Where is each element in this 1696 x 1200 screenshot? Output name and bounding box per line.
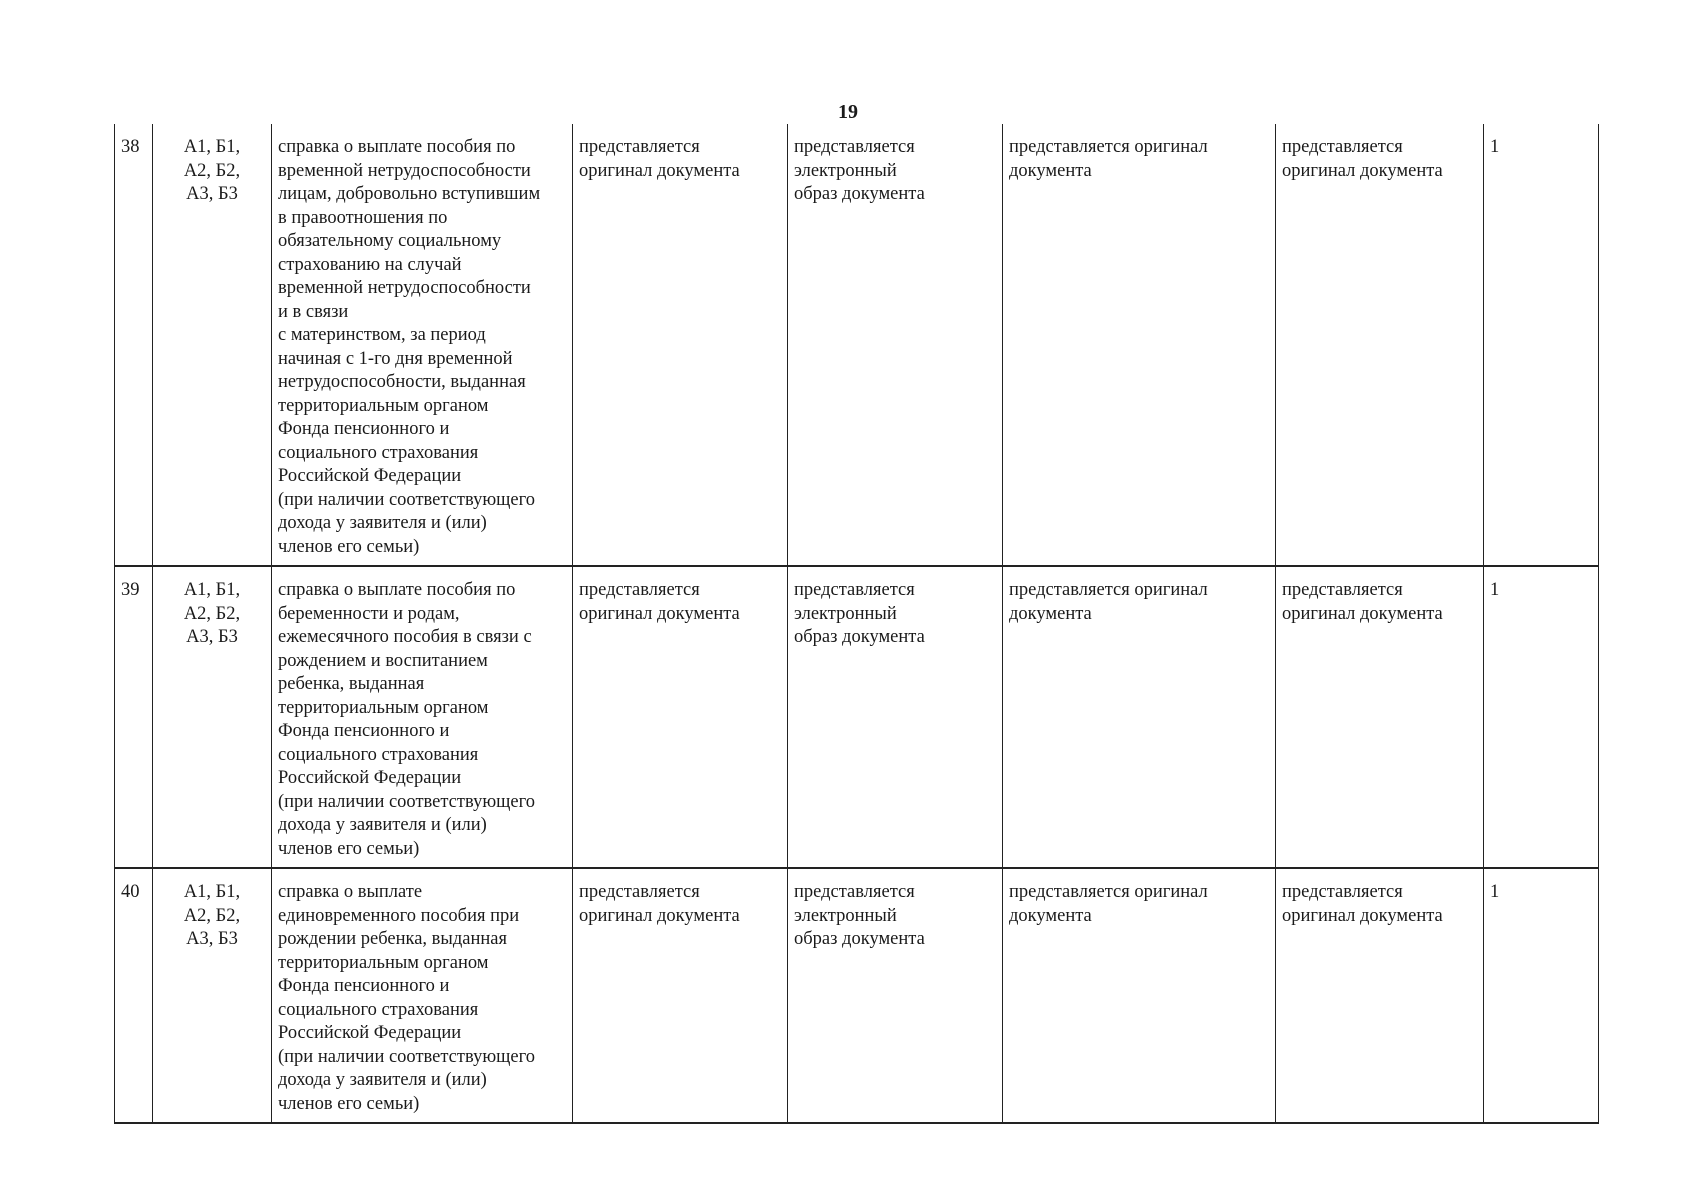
document-description-cell-line: ребенка, выданная — [278, 674, 425, 694]
categories-cell-line: А1, Б1, — [183, 580, 241, 600]
in-person-method-cell-line: представляется — [1282, 137, 1403, 157]
electronic-method-cell-line: представляется — [794, 580, 915, 600]
document-description-cell-line: рождении ребенка, выданная — [278, 929, 507, 949]
in-person-method-cell-line: представляется — [1282, 882, 1403, 902]
electronic-method-cell — [788, 124, 1003, 566]
document-description-cell-line: территориальным органом — [278, 395, 489, 416]
document-description-cell-line: единовременного пособия при — [278, 905, 520, 926]
original-method-cell-line: документа — [1009, 160, 1092, 181]
categories-cell-line: А2, Б2, — [183, 905, 241, 926]
document-description-cell-line: (при наличии соответствующего — [278, 489, 535, 510]
submission-method-cell — [573, 868, 788, 1123]
quantity-cell: 1 — [1484, 124, 1599, 566]
document-description-cell-line: обязательному социальному — [278, 231, 502, 251]
document-description-cell-line: членов его семьи) — [278, 838, 420, 859]
submission-method-cell — [573, 566, 788, 868]
electronic-method-cell-line: образ документа — [794, 184, 925, 204]
table-row — [115, 868, 1599, 1123]
electronic-method-cell-line: электронный — [794, 905, 897, 926]
in-person-method-cell — [1276, 124, 1484, 566]
document-description-cell — [272, 566, 573, 868]
categories-cell — [153, 124, 272, 566]
original-method-cell-line: документа — [1009, 603, 1092, 624]
original-method-cell-line: представляется оригинал — [1009, 137, 1208, 157]
document-description-cell-line: Российской Федерации — [278, 768, 462, 788]
quantity-cell: 1 — [1484, 868, 1599, 1123]
in-person-method-cell — [1276, 566, 1484, 868]
categories-cell — [153, 566, 272, 868]
document-description-cell-line: социального страхования — [278, 442, 479, 463]
table-body — [115, 124, 1599, 1123]
document-description-cell-line: социального страхования — [278, 999, 479, 1020]
document-description-cell-line: начиная с 1-го дня временной — [278, 348, 513, 369]
quantity-cell: 1 — [1484, 566, 1599, 868]
submission-method-cell-line: оригинал документа — [579, 603, 740, 624]
document-description-cell-line: справка о выплате пособия по — [278, 137, 516, 157]
row-number-cell: 39 — [115, 566, 153, 868]
document-description-cell-line: территориальным органом — [278, 697, 489, 718]
document-description-cell-line: Фонда пенсионного и — [278, 419, 450, 439]
submission-method-cell-line: представляется — [579, 580, 700, 600]
categories-cell-line: А3, Б3 — [186, 929, 238, 949]
document-description-cell-line: территориальным органом — [278, 952, 489, 973]
document-description-cell-line: нетрудоспособности, выданная — [278, 372, 526, 392]
document-description-cell-line: дохода у заявителя и (или) — [278, 1070, 487, 1090]
categories-cell-line: А2, Б2, — [183, 160, 241, 181]
electronic-method-cell-line: электронный — [794, 603, 897, 624]
document-description-cell-line: социального страхования — [278, 744, 479, 765]
document-description-cell-line: в правоотношения по — [278, 207, 448, 228]
document-description-cell-line: справка о выплате — [278, 882, 423, 902]
categories-cell-line: А2, Б2, — [183, 603, 241, 624]
row-number-cell: 38 — [115, 124, 153, 566]
document-description-cell-line: ежемесячного пособия в связи с — [278, 627, 532, 647]
categories-cell-line: А3, Б3 — [186, 184, 238, 204]
document-description-cell-line: беременности и родам, — [278, 603, 460, 624]
submission-method-cell-line: оригинал документа — [579, 160, 740, 181]
document-description-cell-line: (при наличии соответствующего — [278, 791, 535, 812]
document-description-cell — [272, 124, 573, 566]
in-person-method-cell-line: оригинал документа — [1282, 603, 1443, 624]
original-method-cell-line: представляется оригинал — [1009, 882, 1208, 902]
table-row — [115, 124, 1599, 566]
document-description-cell-line: страхованию на случай — [278, 254, 462, 275]
categories-cell — [153, 868, 272, 1123]
table-row — [115, 566, 1599, 868]
document-description-cell-line: Фонда пенсионного и — [278, 721, 450, 741]
submission-method-cell-line: представляется — [579, 137, 700, 157]
row-number-cell: 40 — [115, 868, 153, 1123]
electronic-method-cell-line: электронный — [794, 160, 897, 181]
document-description-cell-line: временной нетрудоспособности — [278, 278, 531, 298]
submission-method-cell — [573, 124, 788, 566]
electronic-method-cell — [788, 868, 1003, 1123]
in-person-method-cell-line: представляется — [1282, 580, 1403, 600]
page-number: 19 — [838, 101, 858, 123]
original-method-cell-line: представляется оригинал — [1009, 580, 1208, 600]
original-method-cell-line: документа — [1009, 905, 1092, 926]
document-description-cell-line: Российской Федерации — [278, 1023, 462, 1043]
categories-cell-line: А1, Б1, — [183, 882, 241, 902]
document-description-cell-line: временной нетрудоспособности — [278, 160, 531, 181]
document-description-cell-line: членов его семьи) — [278, 1093, 420, 1114]
submission-method-cell-line: представляется — [579, 882, 700, 902]
document-description-cell-line: Фонда пенсионного и — [278, 976, 450, 996]
document-description-cell-line: рождением и воспитанием — [278, 650, 488, 671]
document-description-cell-line: и в связи — [278, 301, 349, 322]
document-description-cell-line: справка о выплате пособия по — [278, 580, 516, 600]
categories-cell-line: А3, Б3 — [186, 627, 238, 647]
document-description-cell-line: (при наличии соответствующего — [278, 1046, 535, 1067]
submission-method-cell-line: оригинал документа — [579, 905, 740, 926]
electronic-method-cell — [788, 566, 1003, 868]
electronic-method-cell-line: образ документа — [794, 929, 925, 949]
electronic-method-cell-line: представляется — [794, 882, 915, 902]
electronic-method-cell-line: представляется — [794, 137, 915, 157]
document-description-cell-line: лицам, добровольно вступившим — [278, 184, 541, 204]
electronic-method-cell-line: образ документа — [794, 627, 925, 647]
in-person-method-cell — [1276, 868, 1484, 1123]
document-description-cell-line: Российской Федерации — [278, 466, 462, 486]
document-description-cell-line: с материнством, за период — [278, 325, 486, 345]
document-description-cell-line: членов его семьи) — [278, 536, 420, 557]
document-description-cell-line: дохода у заявителя и (или) — [278, 815, 487, 835]
original-method-cell — [1003, 124, 1276, 566]
original-method-cell — [1003, 868, 1276, 1123]
categories-cell-line: А1, Б1, — [183, 137, 241, 157]
document-description-cell-line: дохода у заявителя и (или) — [278, 513, 487, 533]
in-person-method-cell-line: оригинал документа — [1282, 160, 1443, 181]
in-person-method-cell-line: оригинал документа — [1282, 905, 1443, 926]
document-description-cell — [272, 868, 573, 1123]
original-method-cell — [1003, 566, 1276, 868]
requirements-table — [114, 124, 1599, 1124]
